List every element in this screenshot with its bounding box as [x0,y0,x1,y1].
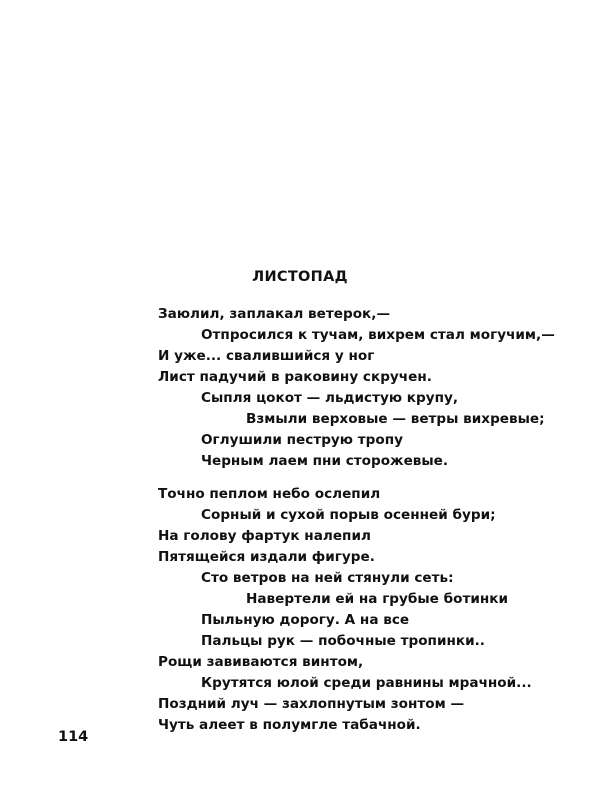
poem-title: ЛИСТОПАД [252,269,348,285]
poem-line: Пыльную дорогу. А на все [201,612,410,628]
poem-line: Чуть алеет в полумгле табачной. [158,717,421,733]
poem-line: Крутятся юлой среди равнины мрачной... [201,675,532,691]
poem-line: Отпросился к тучам, вихрем стал могучим,— [201,327,555,343]
poem-line: Пальцы рук — побочные тропинки.. [201,633,485,649]
poem-line: Навертели ей на грубые ботинки [246,591,508,607]
poem-line: Взмыли верховые — ветры вихревые; [246,411,545,427]
poem-line: Оглушили пеструю тропу [201,432,403,448]
poem-line: Пятящейся издали фигуре. [158,549,375,565]
poem-line: Черным лаем пни сторожевые. [201,453,449,469]
poem-line: На голову фартук налепил [158,528,371,544]
poem-line: Лист падучий в раковину скручен. [158,369,432,385]
poem-line: Заюлил, заплакал ветерок,— [158,306,391,322]
page-number: 114 [58,729,89,745]
poem-line: И уже... свалившийся у ног [158,348,375,364]
poem-line: Сто ветров на ней стянули сеть: [201,570,454,586]
poem-line: Рощи завиваются винтом, [158,654,364,670]
poem-line: Точно пеплом небо ослепил [158,486,381,502]
poem-line: Сыпля цокот — льдистую крупу, [201,390,459,406]
poem-line: Поздний луч — захлопнутым зонтом — [158,696,465,712]
poem-line: Сорный и сухой порыв осенней бури; [201,507,496,523]
